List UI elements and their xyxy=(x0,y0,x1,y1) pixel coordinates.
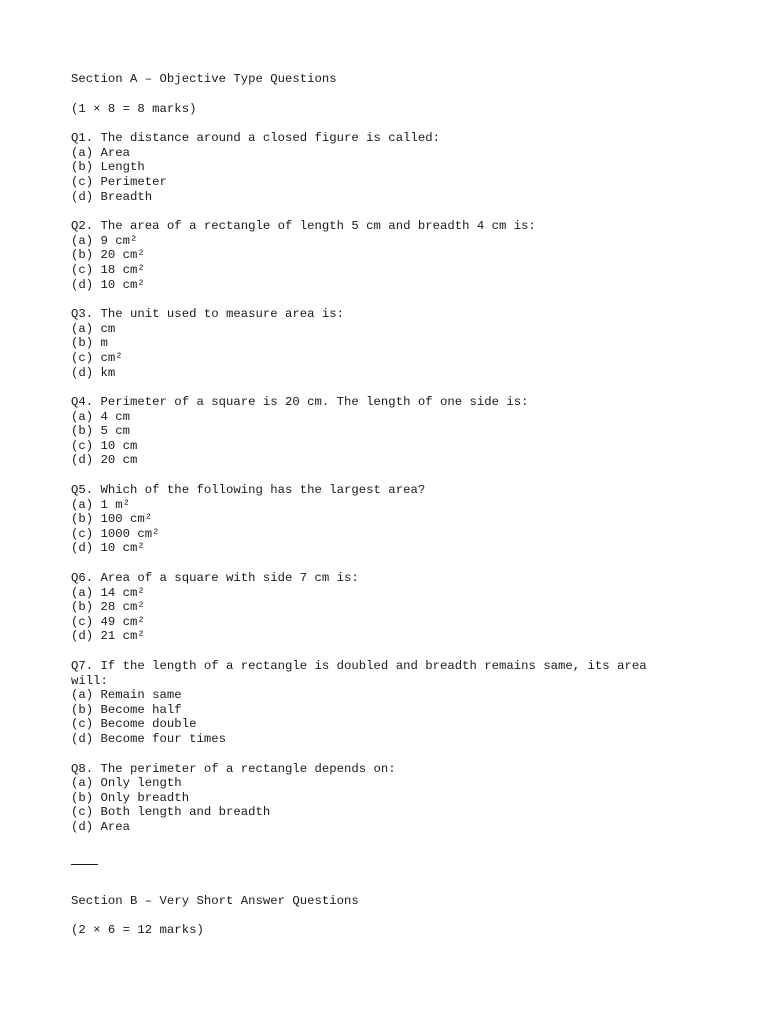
option-d: (d) 21 cm² xyxy=(71,629,145,644)
spacer xyxy=(71,116,731,131)
option-d: (d) Become four times xyxy=(71,731,226,746)
option-c: (c) 49 cm² xyxy=(71,614,145,629)
option-d: (d) km xyxy=(71,365,116,380)
spacer xyxy=(71,380,731,395)
question-text: Q2. The area of a rectangle of length 5 cm and breadth 4 cm is: xyxy=(71,219,536,234)
spacer xyxy=(71,204,731,219)
option-c: (c) Become double xyxy=(71,717,197,732)
option-a: (a) 9 cm² xyxy=(71,233,138,248)
option-c: (c) 18 cm² xyxy=(71,262,145,277)
question-text: Q6. Area of a square with side 7 cm is: xyxy=(71,571,359,586)
option-a: (a) Area xyxy=(71,145,131,160)
option-b: (b) 5 cm xyxy=(71,424,131,439)
question-7 xyxy=(71,659,731,747)
section-b-title: Section B – Very Short Answer Questions xyxy=(71,893,359,908)
spacer xyxy=(71,87,731,102)
question-text: Q8. The perimeter of a rectangle depends on: xyxy=(71,761,396,776)
option-a: (a) 1 m² xyxy=(71,497,131,512)
spacer xyxy=(71,292,731,307)
spacer xyxy=(71,747,731,762)
section-divider xyxy=(71,864,98,865)
question-text: Q3. The unit used to measure area is: xyxy=(71,307,345,322)
spacer xyxy=(71,908,731,923)
option-d: (d) Area xyxy=(71,819,131,834)
option-a: (a) Remain same xyxy=(71,688,182,703)
option-a: (a) Only length xyxy=(71,776,182,791)
spacer xyxy=(71,644,731,659)
question-2 xyxy=(71,219,731,292)
option-a: (a) 4 cm xyxy=(71,409,131,424)
question-text: Q7. If the length of a rectangle is doubled and breadth remains same, its area will: xyxy=(71,659,647,688)
option-c: (c) 1000 cm² xyxy=(71,526,160,541)
document-page xyxy=(71,72,731,938)
option-a: (a) cm xyxy=(71,321,116,336)
question-5 xyxy=(71,483,731,556)
option-b: (b) m xyxy=(71,336,108,351)
option-b: (b) 100 cm² xyxy=(71,512,153,527)
option-d: (d) 20 cm xyxy=(71,453,138,468)
question-text: Q4. Perimeter of a square is 20 cm. The length of one side is: xyxy=(71,395,529,410)
option-c: (c) cm² xyxy=(71,350,123,365)
question-4 xyxy=(71,395,731,468)
option-d: (d) 10 cm² xyxy=(71,541,145,556)
option-c: (c) Perimeter xyxy=(71,174,167,189)
question-8 xyxy=(71,762,731,835)
option-c: (c) Both length and breadth xyxy=(71,805,271,820)
section-a-title: Section A – Objective Type Questions xyxy=(71,72,337,86)
option-b: (b) Become half xyxy=(71,702,182,717)
question-text: Q1. The distance around a closed figure is called: xyxy=(71,131,440,146)
question-1 xyxy=(71,131,731,204)
option-b: (b) 20 cm² xyxy=(71,248,145,263)
question-3 xyxy=(71,307,731,380)
option-b: (b) Only breadth xyxy=(71,790,190,805)
question-6 xyxy=(71,571,731,644)
spacer xyxy=(71,468,731,483)
option-d: (d) Breadth xyxy=(71,189,153,204)
option-d: (d) 10 cm² xyxy=(71,277,145,292)
option-a: (a) 14 cm² xyxy=(71,585,145,600)
question-text: Q5. Which of the following has the largest area? xyxy=(71,483,426,498)
option-b: (b) 28 cm² xyxy=(71,600,145,615)
option-c: (c) 10 cm xyxy=(71,438,138,453)
option-b: (b) Length xyxy=(71,160,145,175)
spacer xyxy=(71,556,731,571)
section-a-marks: (1 × 8 = 8 marks) xyxy=(71,101,197,116)
section-b-marks: (2 × 6 = 12 marks) xyxy=(71,923,204,938)
